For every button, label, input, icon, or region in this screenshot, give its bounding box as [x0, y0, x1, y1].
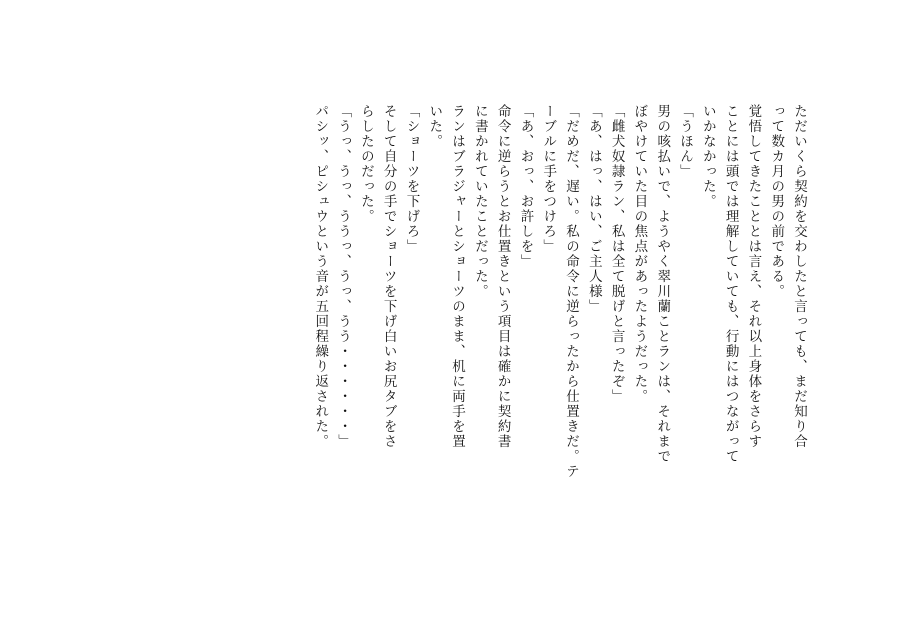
text-line: 覚悟してきたこととは言え、それ以上身体をさらす	[745, 104, 762, 449]
text-line: パシッ、ピシュウという音が五回程繰り返された。	[312, 104, 329, 449]
text-line: ぼやけていた目の焦点があったようだった。	[631, 104, 648, 404]
dialogue-line: 「ショーツを下げろ」	[403, 104, 420, 254]
text-line: そして自分の手でショーツを下げ白いお尻タブをさ	[380, 104, 397, 449]
text-line: ランはブラジャーとショーツのまま、机に両手を置	[449, 104, 466, 449]
text-line: ただいくら契約を交わしたと言っても、まだ知り合	[791, 104, 807, 449]
text-line: 命令に逆らうとお仕置きという項目は確かに契約書	[494, 104, 511, 449]
text-line: いた。	[426, 104, 443, 149]
dialogue-line: 「雌犬奴隷ラン、私は全て脱げと言ったぞ」	[608, 104, 625, 404]
text-line: らしたのだった。	[357, 104, 374, 224]
vertical-text-body	[308, 104, 810, 544]
text-line: に書かれていたことだった。	[471, 104, 488, 299]
text-line: 男の咳払いで、ようやく翠川蘭ことランは、それまで	[654, 104, 671, 464]
dialogue-line: ーブルに手をつけろ」	[540, 104, 557, 254]
text-line: ことには頭では理解していても、行動にはつながって	[722, 104, 739, 464]
dialogue-line: 「うっ、うっ、ううっ、うっ、うう・・・・・・」	[335, 104, 352, 449]
text-line: って数カ月の男の前である。	[768, 104, 785, 299]
text-line: いかなかった。	[699, 104, 716, 209]
dialogue-line: 「だめだ、遅い。私の命令に逆らったから仕置きだ。テ	[563, 104, 580, 479]
dialogue-line: 「あ、おっ、お許しを」	[517, 104, 534, 269]
dialogue-line: 「うほん」	[677, 104, 694, 179]
dialogue-line: 「あ、はっ、はい、ご主人様」	[585, 104, 602, 314]
